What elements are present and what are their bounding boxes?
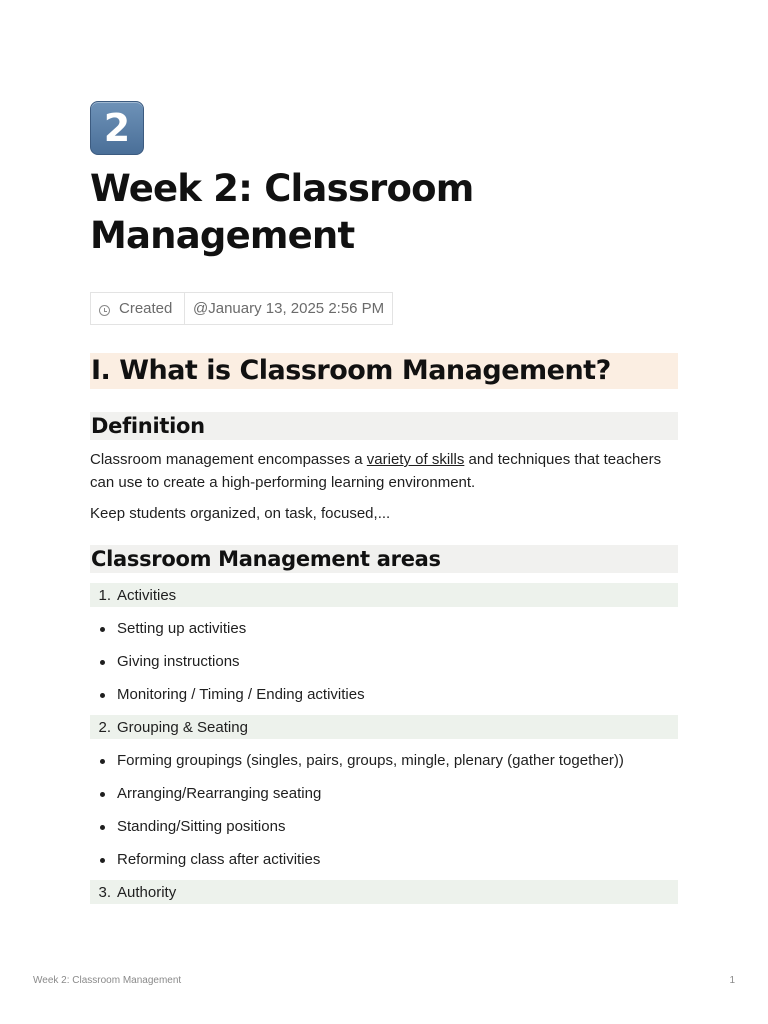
list-number: 2.	[98, 718, 111, 736]
emoji-digit: 2	[103, 106, 131, 150]
created-property-name	[91, 293, 185, 324]
footer-title: Week 2: Classroom Management	[33, 975, 182, 986]
definition-heading: Definition	[90, 412, 678, 440]
keep-students-paragraph: Keep students organized, on task, focused,...	[90, 505, 391, 522]
activities-bullets	[90, 617, 678, 706]
list-item: Forming groupings (singles, pairs, groups, mingle, plenary (gather together))	[90, 749, 678, 772]
list-item-label: Authority	[117, 883, 177, 901]
clock-icon	[99, 305, 110, 316]
page-content	[90, 101, 678, 904]
list-item-label: Activities	[117, 586, 177, 604]
properties-table	[90, 292, 393, 325]
created-label: Created	[119, 300, 173, 317]
list-item-label: Grouping & Seating	[117, 718, 248, 736]
list-item: Standing/Sitting positions	[90, 815, 678, 838]
list-number: 3.	[98, 883, 111, 901]
list-item: Giving instructions	[90, 650, 678, 673]
list-number: 1.	[98, 586, 111, 604]
definition-text-after: and techniques that teachers can use to create a high-performing learning environment.	[90, 451, 662, 491]
list-item: Setting up activities	[90, 617, 678, 640]
numbered-item-grouping-seating	[90, 715, 678, 739]
keycap-two-icon[interactable]	[90, 101, 144, 155]
definition-paragraph	[90, 448, 678, 494]
variety-of-skills-link[interactable]: variety of skills	[366, 451, 465, 468]
section-heading-what-is: I. What is Classroom Management?	[90, 353, 678, 389]
numbered-item-authority	[90, 880, 678, 904]
list-item: Arranging/Rearranging seating	[90, 782, 678, 805]
list-item: Reforming class after activities	[90, 848, 678, 871]
page-title: Week 2: Classroom Management	[90, 167, 474, 257]
created-value: @January 13, 2025 2:56 PM	[193, 300, 385, 317]
footer-page-number: 1	[729, 975, 735, 986]
definition-text-before: Classroom management encompasses a	[90, 451, 367, 468]
created-property-value[interactable]	[185, 293, 392, 324]
numbered-item-activities	[90, 583, 678, 607]
grouping-bullets	[90, 749, 678, 871]
areas-heading: Classroom Management areas	[90, 545, 678, 573]
list-item: Monitoring / Timing / Ending activities	[90, 683, 678, 706]
